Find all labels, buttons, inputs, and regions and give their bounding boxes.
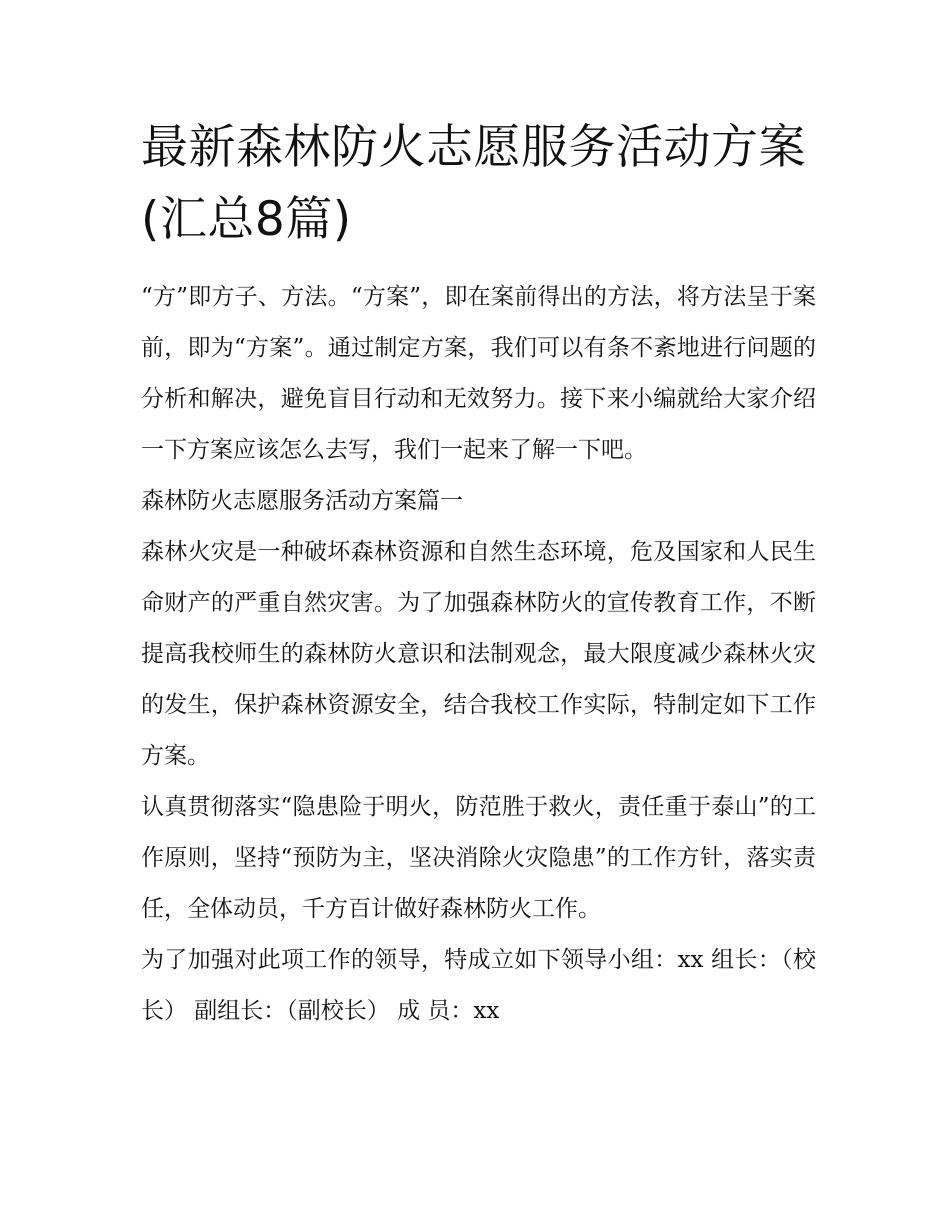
section-heading: 森林防火志愿服务活动方案篇一 — [141, 488, 463, 514]
document-page — [141, 112, 816, 1037]
intro-paragraph: “方”即方子、方法。“方案”，即在案前得出的方法，将方法呈于案前，即为“方案”。通过制定方案，我们可以有条不紊地进行问题的分析和解决，避免盲目行动和无效努力。接下来小编就给大家介绍一下方案应该怎么去写，我们一起来了解一下吧。 — [141, 284, 816, 463]
principle-paragraph: 认真贯彻落实“隐患险于明火，防范胜于救火，责任重于泰山”的工作原则，坚持“预防为主，坚决消除火灾隐患”的工作方针，落实责任，全体动员，千方百计做好森林防火工作。 — [141, 794, 816, 922]
leadership-paragraph: 为了加强对此项工作的领导，特成立如下领导小组：xx 组长：（校长） 副组长：（副校长） 成 员：xx — [141, 947, 816, 1024]
body-paragraph: 森林火灾是一种破坏森林资源和自然生态环境，危及国家和人民生命财产的严重自然灾害。为了加强森林防火的宣传教育工作，不断提高我校师生的森林防火意识和法制观念，最大限度减少森林火灾的发生，保护森林资源安全，结合我校工作实际，特制定如下工作方案。 — [141, 539, 816, 769]
document-title: 最新森林防火志愿服务活动方案(汇总8篇) — [141, 120, 806, 247]
